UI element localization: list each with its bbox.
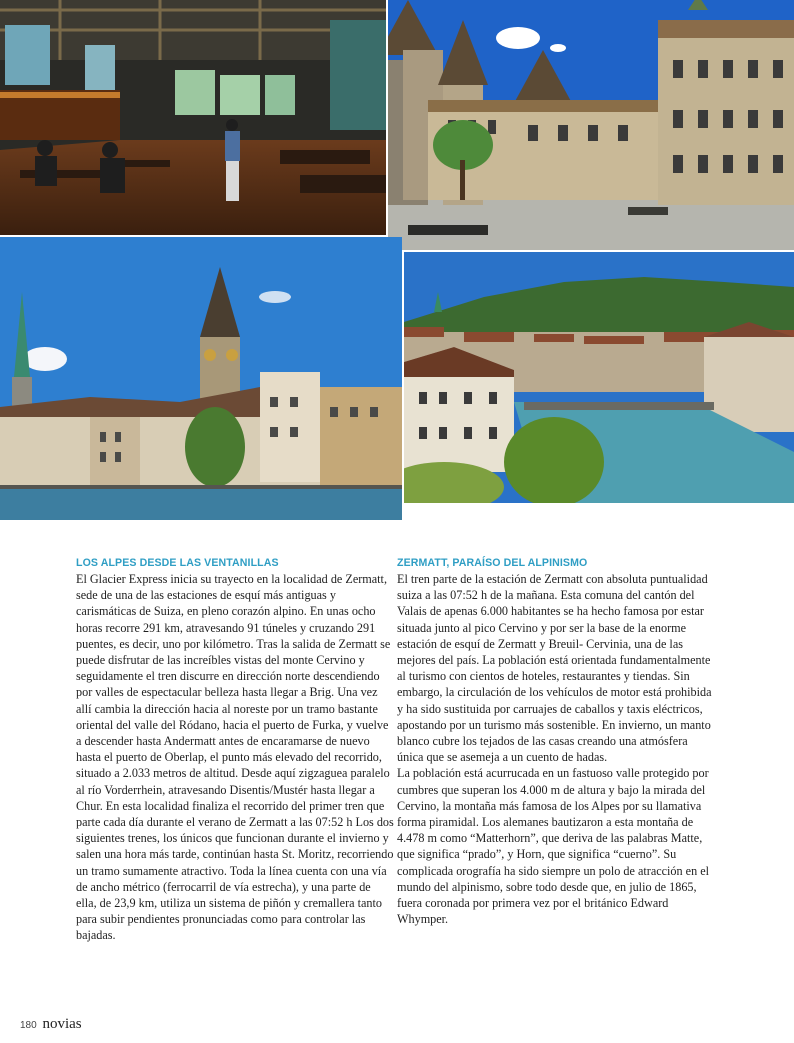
section-heading-left: LOS ALPES DESDE LAS VENTANILLAS — [76, 557, 279, 569]
body-paragraph-right-1: El tren parte de la estación de Zermatt con absoluta puntualidad suiza a las 07:52 h de la mañana. Esta comuna del cantón del Valais de apenas 6.000 habitantes se ha hecho famosa por estar situada junto al pico Cervino y por ser la base de la enorme estación de esquí de Zermatt y Breuil- Cervinia, una de las mejores del país. La población está orientada fundamentalmente al turismo con cientos de hoteles, restaurantes y tiendas. Sin embargo, la circulación de los vehículos de motor está prohibida y ha sido sustituida por carruajes de caballos y taxis eléctricos, apostando por un turismo más sostenible. En invierno, un manto blanco cubre los tejados de las casas creando una atmósfera única que se asemeja a un cuento de hadas. — [397, 572, 712, 765]
section-heading-right: ZERMATT, PARAÍSO DEL ALPINISMO — [397, 557, 588, 569]
article-column-right — [397, 556, 717, 927]
photo-church-waterfront — [0, 237, 402, 520]
photo-station-cafe — [0, 0, 386, 235]
photo-river-old-town — [404, 252, 794, 503]
page-footer — [20, 1016, 82, 1033]
page-number: 180 — [20, 1020, 37, 1031]
body-paragraph-right-2: La población está acurrucada en un fastuoso valle protegido por cumbres que superan los 4.000 m de altura y bajo la mirada del Cervino, la montaña más famosa de los Alpes por su llamativa forma piramidal. Los alemanes bautizaron a esta montaña de 4.478 m como “Matterhorn”, que deriva de las palabras Matte, que significa “prado”, y Horn, que significa “cuerno”. Su complicada orografía ha sido siempre un polo de atracción en el mundo del alpinismo, sobre todo desde que, en julio de 1865, fuera coronada por primera vez por el británico Edward Whymper. — [397, 766, 710, 927]
photo-castle-museum — [388, 0, 794, 250]
body-paragraph-left: El Glacier Express inicia su trayecto en la localidad de Zermatt, sede de una de las estaciones de esquí más antiguas y carismáticas de Suiza, en pleno corazón alpino. En unas ocho horas recorre 291 km, atravesando 91 túneles y cruzando 291 puentes, es decir, uno por kilómetro. Tras la salida de Zermatt se puede disfrutar de las increíbles vistas del monte Cervino y seguidamente el tren discurre en dirección norte descendiendo por valles de espectacular belleza hasta llegar a Brig. Una vez allí cambia la dirección hacia al noreste por un tramo bastante oriental del valle del Ródano, hacia el puerto de Furka, y vuelve a descender hasta Andermatt antes de encaramarse de nuevo hasta el puerto de Oberlap, el punto más elevado del recorrido, situado a 2.033 metros de altitud. Desde aquí zigzaguea paralelo al río Vorderrhein, atravesando Disentis/Mustér hasta llegar a Chur. En esta localidad finaliza el recorrido del primer tren que parte cada día durante el verano de Zermatt a las 07:52 h Los dos siguientes trenes, los únicos que funcionan durante el invierno y salen una hora más tarde, continúan hasta St. Moritz, recorriendo un tramo sumamente atractivo. Toda la línea cuenta con una vía de ancho métrico (ferrocarril de vía estrecha), y una parte de ella, de 23,9 km, utiliza un sistema de piñón y cremallera tanto para subir pendientes pronunciadas como para controlar las bajadas. — [76, 572, 394, 943]
article-column-left — [76, 556, 394, 944]
magazine-name: novias — [42, 1016, 82, 1032]
